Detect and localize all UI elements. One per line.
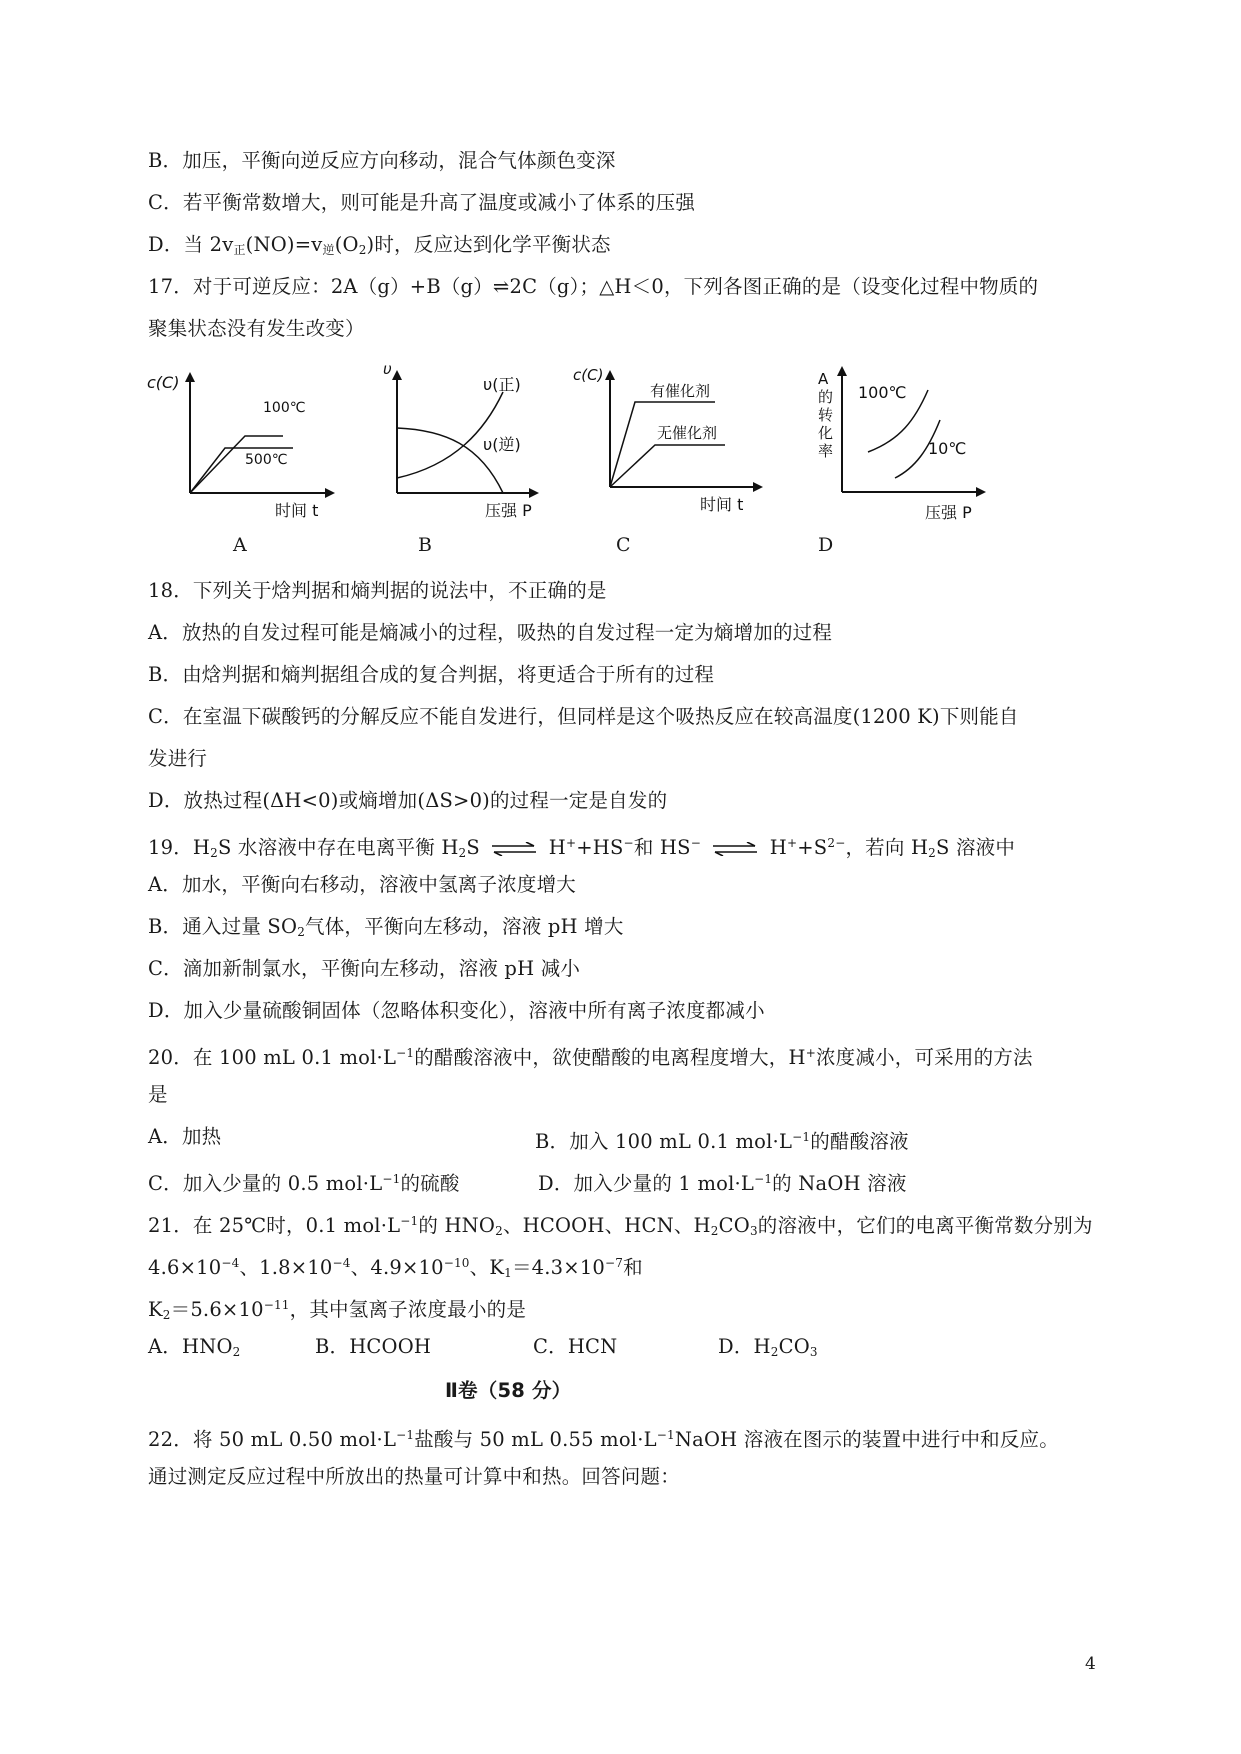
- fig-d-y-label-3: 转: [818, 406, 834, 424]
- fig-c-curve1-label: 有催化剂: [650, 382, 711, 400]
- fig-b-curve1-label: υ(正): [483, 375, 521, 394]
- q19-option-b: B．通入过量 $SO_2$气体，平衡向左移动，溶液 pH 增大: [148, 915, 624, 939]
- q22-stem-line1: 22．将 50 mL 0.50 $mol\cdot L^{-1}$盐酸与 50 mL 0.55 $mol\cdot L^{-1}NaOH$ 溶液在图示的装置中进行中和反应。: [148, 1428, 1059, 1451]
- q17-figure-b: [375, 360, 555, 520]
- q16-option-d: D．当 $2v_正(NO)=v_逆(O_2)$时，反应达到化学平衡状态: [148, 233, 611, 257]
- q17-figure-d: [800, 360, 1000, 530]
- q18-option-c-line2: 发进行: [148, 747, 208, 770]
- fig-c-y-label: c(C): [573, 366, 604, 384]
- fig-a-curve1-label: 100℃: [263, 400, 306, 416]
- q17-stem-line2: 聚集状态没有发生改变）: [148, 317, 365, 340]
- fig-c-caption: C: [616, 534, 631, 556]
- equilibrium-arrow-icon: [490, 842, 538, 856]
- q20-option-c: C．加入少量的 0.5 $mol\cdot L^{-1}$的硫酸: [148, 1172, 460, 1195]
- q20-option-b: B．加入 100 mL 0.1 $mol\cdot L^{-1}$的醋酸溶液: [535, 1130, 909, 1153]
- fig-d-y-label-2: 的: [818, 388, 834, 406]
- q19-option-d: D．加入少量硫酸铜固体（忽略体积变化），溶液中所有离子浓度都减小: [148, 999, 765, 1022]
- q20-option-d: D．加入少量的 1 $mol\cdot L^{-1}$的 NaOH 溶液: [538, 1172, 907, 1195]
- q17-figure-a: [145, 368, 345, 518]
- q17-figure-c: [565, 360, 775, 520]
- fig-a-x-label: 时间 t: [275, 501, 319, 518]
- q21-stem-line3: $K_2=5.6\times 10^{-11}$，其中氢离子浓度最小的是: [148, 1298, 527, 1322]
- fig-d-caption: D: [818, 534, 834, 556]
- q16-option-b: B．加压，平衡向逆反应方向移动，混合气体颜色变深: [148, 149, 616, 172]
- fig-d-curve2-label: 10℃: [928, 439, 967, 458]
- fig-d-y-label-4: 化: [818, 424, 834, 442]
- fig-a-y-label: c(C): [147, 373, 180, 392]
- q19-stem: 19．$H_2S$ 水溶液中存在电离平衡 $H_2S$ H++HS−和 HS− $H^++S^{2-}$，若向 $H_2S$ 溶液中: [148, 836, 1016, 860]
- q21-stem-line2: $4.6\times 10^{-4}$、$1.8\times 10^{-4}$、$4.9\times 10^{-10}$、$K_1=4.3\times 10^{-7}$和: [148, 1256, 643, 1280]
- q18-option-d: D．放热过程(ΔH<0)或熵增加(ΔS>0)的过程一定是自发的: [148, 789, 668, 812]
- q18-option-a: A．放热的自发过程可能是熵减小的过程，吸热的自发过程一定为熵增加的过程: [148, 621, 833, 644]
- q20-option-a: A．加热: [148, 1125, 222, 1148]
- q21-option-b: B．HCOOH: [315, 1335, 432, 1358]
- fig-b-x-label: 压强 P: [485, 501, 532, 520]
- q16-option-c: C．若平衡常数增大，则可能是升高了温度或减小了体系的压强: [148, 191, 696, 214]
- fig-c-x-label: 时间 t: [700, 495, 744, 514]
- q20-stem-line2: 是: [148, 1083, 168, 1106]
- q21-stem-line1: 21．在 25℃时，0.1 $mol\cdot L^{-1}$的 $HNO_2$、HCOOH、HCN、$H_2CO_3$的溶液中，它们的电离平衡常数分别为: [148, 1214, 1093, 1238]
- q20-stem-line1: 20．在 100 mL 0.1 $mol\cdot L^{-1}$的醋酸溶液中，欲使醋酸的电离程度增大，H+浓度减小，可采用的方法: [148, 1046, 1033, 1069]
- section-heading: Ⅱ卷（58 分）: [445, 1379, 572, 1402]
- q21-option-d: D．$H_2CO_3$: [718, 1335, 818, 1359]
- fig-b-y-label: υ: [383, 360, 392, 378]
- fig-d-x-label: 压强 P: [925, 503, 972, 522]
- fig-d-y-label-1: A: [818, 370, 829, 388]
- fig-c-curve2-label: 无催化剂: [657, 424, 718, 442]
- fig-d-curve1-label: 100℃: [858, 383, 907, 402]
- fig-d-y-label-5: 率: [818, 442, 834, 460]
- q17-stem-line1: 17．对于可逆反应：2A（g）+B（g）⇌2C（g）；△H＜0，下列各图正确的是（设变化过程中物质的: [148, 275, 1039, 298]
- q19-option-c: C．滴加新制氯水，平衡向左移动，溶液 pH 减小: [148, 957, 581, 980]
- fig-b-curve2-label: υ(逆): [483, 435, 521, 454]
- q18-option-c-line1: C．在室温下碳酸钙的分解反应不能自发进行，但同样是这个吸热反应在较高温度(1200 K)下则能自: [148, 705, 1019, 728]
- fig-a-curve2-label: 500℃: [245, 452, 288, 468]
- q19-option-a: A．加水，平衡向右移动，溶液中氢离子浓度增大: [148, 873, 576, 896]
- fig-b-caption: B: [418, 534, 432, 556]
- fig-a-caption: A: [233, 534, 247, 556]
- q21-option-a: A．$HNO_2$: [148, 1335, 241, 1359]
- q18-option-b: B．由焓判据和熵判据组合成的复合判据，将更适合于所有的过程: [148, 663, 715, 686]
- q22-stem-line2: 通过测定反应过程中所放出的热量可计算中和热。回答问题：: [148, 1465, 680, 1488]
- q18-stem: 18．下列关于焓判据和熵判据的说法中，不正确的是: [148, 579, 607, 602]
- equilibrium-arrow-icon: [711, 842, 759, 856]
- q21-option-c: C．HCN: [533, 1335, 618, 1358]
- page-number: 4: [1085, 1654, 1096, 1674]
